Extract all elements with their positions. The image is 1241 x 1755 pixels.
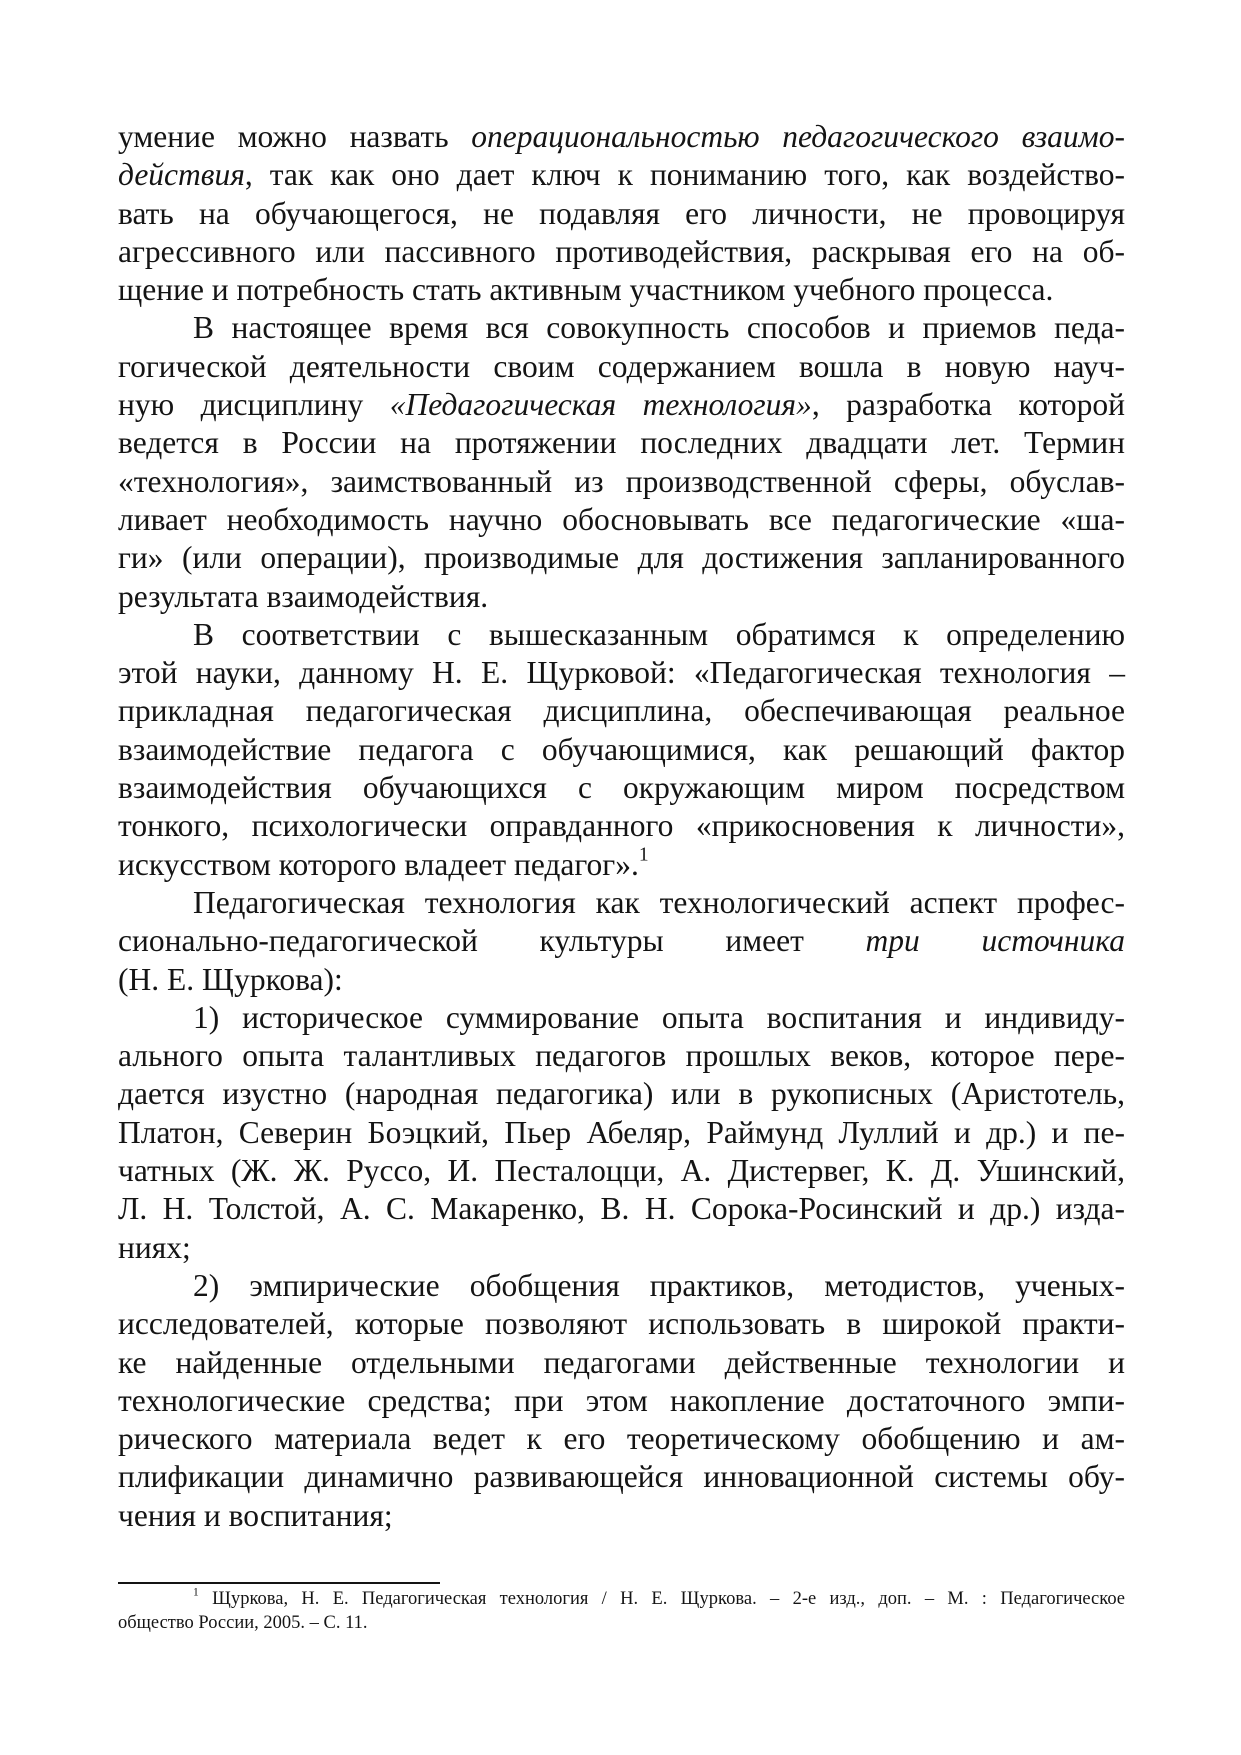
text-line <box>118 807 1125 845</box>
text-line <box>118 118 1125 156</box>
text-segment: ведется в России на протяжении последних двадцати лет. Термин <box>118 425 1125 461</box>
text-segment: агрессивного или пассивного противодействия, раскрывая его на об- <box>118 233 1125 269</box>
text-segment: щение и потребность стать активным участником учебного процесса. <box>118 272 1054 308</box>
text-segment: В настоящее время вся совокупность способов и приемов педа- <box>193 310 1125 346</box>
italic-text: три источника <box>865 923 1125 959</box>
footnote-text: Щуркова, Н. Е. Педагогическая технология / Н. Е. Щуркова. – 2-е изд., доп. – М. : Педагогическое <box>212 1589 1126 1609</box>
text-segment: взаимодействие педагога с обучающимися, как решающий фактор <box>118 731 1125 767</box>
text-line <box>118 1267 1125 1305</box>
text-segment: чатных (Ж. Ж. Руссо, И. Песталоцци, А. Дистервег, К. Д. Ушинский, <box>118 1153 1125 1189</box>
text-segment: ливает необходимость научно обосновывать все педагогические «ша- <box>118 501 1125 537</box>
text-segment: Платон, Северин Боэцкий, Пьер Абеляр, Раймунд Луллий и др.) и пе- <box>118 1114 1125 1150</box>
text-line <box>118 692 1125 730</box>
text-segment: взаимодействия обучающихся с окружающим миром посредством <box>118 770 1125 806</box>
footnote-marker: 1 <box>193 1586 199 1599</box>
text-segment: «технология», заимствованный из производственной сферы, обуслав- <box>118 463 1125 499</box>
footnote <box>118 1588 1125 1635</box>
text-segment: , так как оно дает ключ к пониманию того, как воздейство- <box>244 157 1125 193</box>
text-line <box>118 1114 1125 1152</box>
text-segment: прикладная педагогическая дисциплина, обеспечивающая реальное <box>118 693 1125 729</box>
text-segment: 1) историческое суммирование опыта воспитания и индивиду- <box>193 999 1125 1035</box>
paragraph-three-sources <box>118 884 1125 999</box>
text-line <box>118 654 1125 692</box>
text-line <box>118 501 1125 539</box>
text-segment: 2) эмпирические обобщения практиков, методистов, ученых- <box>193 1267 1125 1303</box>
text-line <box>118 884 1125 922</box>
text-segment: ги» (или операции), производимые для достижения запланированного <box>118 540 1125 576</box>
text-segment: ную дисциплину <box>118 387 390 423</box>
text-segment: тонкого, психологически оправданного «прикосновения к личности», <box>118 808 1125 844</box>
text-line <box>118 922 1125 960</box>
text-segment: ниях; <box>118 1229 191 1265</box>
body-text <box>118 118 1125 1535</box>
text-line <box>118 1382 1125 1420</box>
italic-text: действия <box>118 157 245 193</box>
text-line <box>118 1420 1125 1458</box>
footnote-reference: 1 <box>638 844 649 865</box>
text-segment: (Н. Е. Щуркова): <box>118 961 343 997</box>
text-segment: рического материала ведет к его теоретическому обобщению и ам- <box>118 1421 1125 1457</box>
footnote-separator <box>118 1582 440 1584</box>
paragraph-intro-continuation <box>118 118 1125 309</box>
text-segment: дается изустно (народная педагогика) или в рукописных (Аристотель, <box>118 1076 1125 1112</box>
text-line <box>118 424 1125 462</box>
text-segment: исследователей, которые позволяют использовать в широкой практи- <box>118 1306 1125 1342</box>
text-segment: искусством которого владеет педагог». <box>118 846 639 882</box>
text-segment: сионально-педагогической культуры имеет <box>118 923 866 959</box>
text-segment: Л. Н. Толстой, А. С. Макаренко, В. Н. Сорока-Росинский и др.) изда- <box>118 1191 1125 1227</box>
text-line <box>118 1037 1125 1075</box>
italic-text: «Педагогическая технология» <box>389 387 812 423</box>
text-line <box>118 1152 1125 1190</box>
text-line <box>118 616 1125 654</box>
text-line <box>118 1458 1125 1496</box>
text-line <box>118 539 1125 577</box>
text-line <box>118 463 1125 501</box>
text-line <box>118 1305 1125 1343</box>
text-segment: ального опыта талантливых педагогов прошлых веков, которое пере- <box>118 1038 1125 1074</box>
text-line <box>118 309 1125 347</box>
footnote-line <box>118 1588 1125 1612</box>
text-segment: Педагогическая технология как технологический аспект профес- <box>193 884 1125 920</box>
text-line <box>118 961 1125 999</box>
text-segment: ке найденные отдельными педагогами действенные технологии и <box>118 1344 1125 1380</box>
text-segment: , разработка которой <box>811 387 1126 423</box>
text-line <box>118 195 1125 233</box>
text-segment: этой науки, данному Н. Е. Щурковой: «Педагогическая технология – <box>118 655 1125 691</box>
text-segment: плификации динамично развивающейся инновационной системы обу- <box>118 1459 1125 1495</box>
text-line <box>118 271 1125 309</box>
text-line <box>118 348 1125 386</box>
text-line <box>118 233 1125 271</box>
text-segment: гогической деятельности своим содержанием вошла в новую науч- <box>118 348 1125 384</box>
text-line <box>118 1344 1125 1382</box>
paragraph-pedagogical-technology <box>118 309 1125 615</box>
text-line <box>118 386 1125 424</box>
text-line <box>118 846 1125 884</box>
paragraph-source-1 <box>118 999 1125 1267</box>
text-segment: вать на обучающегося, не подавляя его личности, не провоцируя <box>118 195 1125 231</box>
text-line <box>118 1075 1125 1113</box>
footnote-text: общество России, 2005. – С. 11. <box>118 1612 368 1633</box>
footnote-line <box>118 1612 1125 1636</box>
text-line <box>118 1497 1125 1535</box>
paragraph-source-2 <box>118 1267 1125 1535</box>
text-line <box>118 156 1125 194</box>
text-segment: результата взаимодействия. <box>118 578 489 614</box>
text-line <box>118 769 1125 807</box>
paragraph-definition <box>118 616 1125 884</box>
text-line <box>118 578 1125 616</box>
text-segment: умение можно назвать <box>118 119 472 154</box>
text-line <box>118 731 1125 769</box>
text-segment: В соответствии с вышесказанным обратимся к определению <box>193 616 1125 652</box>
italic-text: операциональностью педагогического взаимо- <box>471 119 1125 154</box>
text-line <box>118 999 1125 1037</box>
text-segment: технологические средства; при этом накопление достаточного эмпи- <box>118 1382 1125 1418</box>
text-line <box>118 1229 1125 1267</box>
text-line <box>118 1190 1125 1228</box>
text-segment: чения и воспитания; <box>118 1497 393 1533</box>
